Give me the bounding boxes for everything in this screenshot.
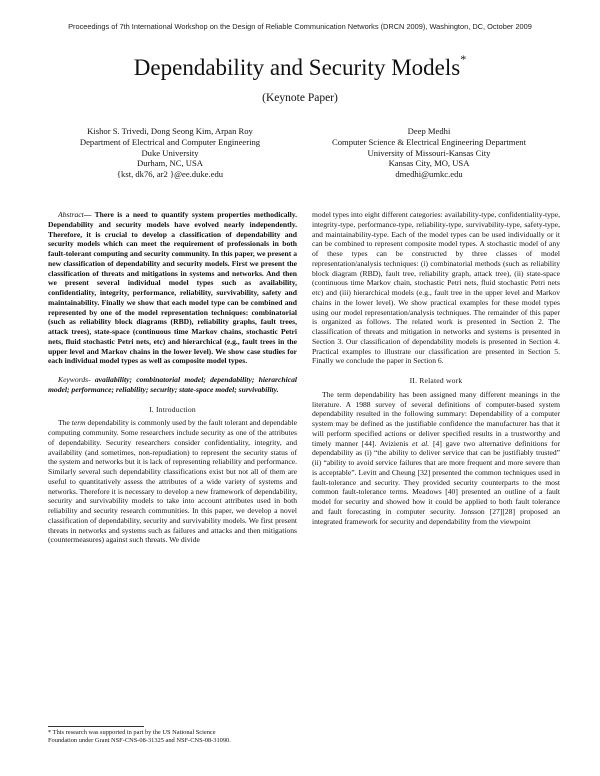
author-department: Computer Science & Electrical Engineering Department bbox=[331, 136, 526, 147]
intro-text-body: dependability is commonly used by the fault tolerant and dependable computing community. Some researchers include security as one of the attributes of dependability. Security researchers consider confidentiality, integrity, and availability (and sometimes, non-repudiation) to represent the security status of the system and networks but it is lack of representing reliability and performance. Similarly several such dependability classifications exist but not all of them are useful to quantitatively assess the attributes of a wide variety of systems and networks. Therefore it is necessary to develop a new framework of dependability, security and survivability models to take into account attributes used in both reliability and security research communities. In this paper, we develop a novel classification of dependability, security and survivability models. We first present threats in networks and systems such as failures and attacks and then mitigations (countermeasures) against such threats. We divide bbox=[48, 418, 297, 545]
related-etal: et al. bbox=[412, 438, 430, 448]
author-city: Kansas City, MO, USA bbox=[388, 158, 470, 169]
introduction-continuation: model types into eight different categories: availability-type, confidentiality-type, integrity-type, performance-type, reliability-type, survivability-type, safety-type, and maintainability-type. Each of the model types can be used individually or it can be combined to represent composite model types. A stochastic model of any of these types can be constructed by three classes of model representation/analysis techniques: (i) combinatorial methods (such as reliability block diagram (RBD), fault tree, reliability graph, attack tree), (ii) state-space (continuous time Markov chain, stochastic Petri nets, fluid stochastic Petri nets etc) and (iii) hierarchical models (e.g., fault tree in the upper level and Markov chains in the lower level). We show practical examples for these model types using our model representation/analysis techniques. The remainder of this paper is organized as follows. The related work is presented in Section 2. The classification of threats and mitigation in networks and systems is presented in Section 3. Our classification of dependability models is presented in Section 4. Practical examples to illustrate our classification are presented in Section 5. Finally we conclude the paper in Section 6. bbox=[312, 210, 560, 366]
funding-footnote bbox=[48, 729, 300, 745]
paper-title bbox=[0, 52, 600, 81]
related-text-b: [4] gave two alternative definitions for dependability as (i) “the ability to deliver service that can be justifiably trusted” (ii) “ability to avoid service failures that are more frequent and more severe than is acceptable”. Levitt and Cheung [32] presented the common techniques used in fault-tolerance and security. They provided security counterparts to the most common fault-tolerance terms. Meadows [40] presented an outline of a fault model for security and showed how it could be applied to both fault tolerance and fault forecasting in computer security. Jonsson [27][28] proposed an integrated framework for security and dependability from the viewpoint bbox=[312, 438, 561, 526]
author-email[interactable]: {kst, dk76, ar2 }@ee.duke.edu bbox=[116, 169, 224, 180]
author-block-left bbox=[40, 126, 300, 180]
author-university: University of Missouri-Kansas City bbox=[367, 147, 491, 158]
author-city: Durham, NC, USA bbox=[137, 158, 203, 169]
proceedings-header: Proceedings of 7th International Workshop on the Design of Reliable Communication Networks (DRCN 2009), Washington, DC, October 2009 bbox=[68, 22, 532, 31]
keywords bbox=[48, 375, 297, 395]
keywords-label: Keywords- bbox=[58, 375, 91, 384]
abstract-dash: — bbox=[83, 210, 95, 219]
author-department: Department of Electrical and Computer Engineering bbox=[79, 136, 261, 147]
left-column bbox=[48, 210, 297, 545]
abstract-label: Abstract bbox=[58, 210, 84, 219]
abstract bbox=[48, 210, 297, 366]
keywords-text: availability; combinatorial model; dependability; hierarchical model; performance; reliability; security; state-space model; survivability. bbox=[48, 375, 297, 394]
footnote-line-1: * This research was supported in part by the US National Science bbox=[48, 729, 216, 736]
intro-text-start: The bbox=[58, 418, 72, 428]
section-heading-introduction: I. Introduction bbox=[149, 404, 196, 414]
title-footnote-mark: * bbox=[460, 52, 467, 66]
author-names: Deep Medhi bbox=[407, 126, 451, 136]
intro-term: term bbox=[71, 418, 86, 428]
author-names: Kishor S. Trivedi, Dong Seong Kim, Arpan Roy bbox=[87, 126, 253, 136]
related-work-paragraph bbox=[312, 390, 560, 527]
right-column bbox=[312, 210, 560, 526]
title-text: Dependability and Security Models bbox=[133, 55, 461, 80]
section-heading-related-work: II. Related work bbox=[409, 376, 463, 385]
abstract-text: There is a need to quantify system properties methodically. Dependability and security models have evolved nearly independently. Therefore, it is crucial to develop a classification of dependability and security models which can meet the requirement of professionals in both fault-tolerant computing and security community. In this paper, we present a new classification of dependability and security models. First we present the classification of threats and mitigations in systems and networks. And then we present several individual model types such as availability, confidentiality, integrity, performance, reliability, survivability, safety and maintainability. Finally we show that each model type can be combined and represented by one of the model representation techniques: combinatorial (such as reliability block diagrams (RBD), reliability graphs, fault trees, attack trees), state-space (continuous time Markov chains, stochastic Petri nets, fluid stochastic Petri nets, etc) and hierarchical (e.g., fault trees in the upper level and Markov chains in the lower level). We show case studies for each individual model types as well as composite model types. bbox=[48, 210, 297, 366]
paper-subtitle: (Keynote Paper) bbox=[262, 92, 338, 104]
footnote-line-2: Foundation under Grant NSF-CNS-08-31325 and NSF-CNS-08-31090. bbox=[48, 737, 231, 744]
author-university: Duke University bbox=[141, 147, 199, 158]
related-text-a: The term dependability has been assigned many different meanings in the literature. A 1988 survey of several definitions of computer-based system dependability resulted in the following summary: Dependability of a computer system may be defined as the justifiable confidence the manufacturer has that it will perform specified actions or deliver specified results in a trustworthy and timely manner [44]. Avizienis bbox=[312, 389, 560, 448]
introduction-paragraph bbox=[48, 418, 297, 545]
footnote-divider bbox=[48, 726, 144, 727]
author-block-right bbox=[300, 126, 558, 180]
author-email[interactable]: dmedhi@umkc.edu bbox=[395, 169, 463, 180]
